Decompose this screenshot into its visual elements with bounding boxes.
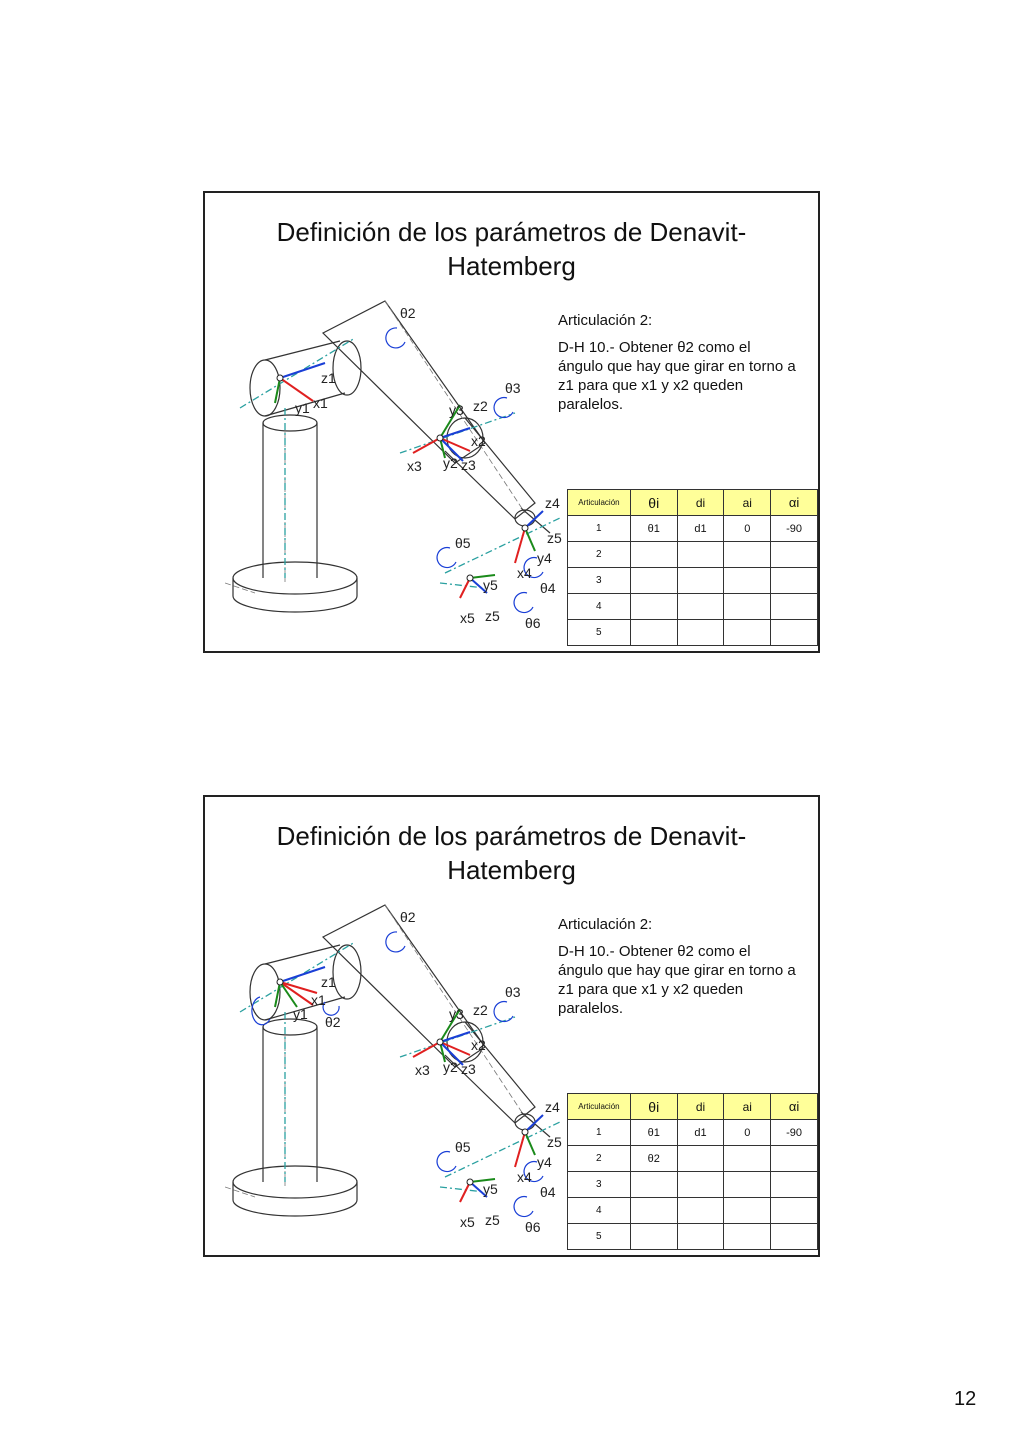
desc-body: D-H 10.- Obtener θ2 como el ángulo que hay que girar en torno a z1 para que x1 y x2 queden paralelos.: [558, 339, 796, 413]
table-row: [568, 516, 818, 542]
cell: [630, 1172, 677, 1198]
cell: 0: [724, 516, 771, 542]
label-x4: x4: [517, 565, 532, 581]
label-y5: y5: [483, 577, 498, 593]
cell: [771, 1172, 818, 1198]
cell: 1: [568, 516, 631, 542]
label-z3: z3: [461, 1061, 476, 1077]
label-theta6: θ6: [525, 615, 541, 631]
cell: [630, 568, 677, 594]
label-y5: y5: [483, 1181, 498, 1197]
cell: [724, 1224, 771, 1250]
label-theta5: θ5: [455, 1139, 471, 1155]
label-y1: y1: [293, 1006, 308, 1022]
cell: θ1: [630, 516, 677, 542]
cell: d1: [677, 516, 724, 542]
table-row: [568, 568, 818, 594]
cell: [677, 1224, 724, 1250]
cell: [724, 542, 771, 568]
cell: 2: [568, 1146, 631, 1172]
cell: θ1: [630, 1120, 677, 1146]
label-theta2-joint: θ2: [325, 1014, 341, 1030]
description: [558, 915, 798, 1018]
cell: [724, 594, 771, 620]
label-x5: x5: [460, 610, 475, 626]
cell: [677, 568, 724, 594]
cell: 0: [724, 1120, 771, 1146]
label-z5-a: z5: [547, 1134, 562, 1150]
cell: 3: [568, 1172, 631, 1198]
cell: [771, 594, 818, 620]
label-z4: z4: [545, 1099, 560, 1115]
title-line-2: Hatemberg: [447, 855, 576, 885]
label-y2: y2: [443, 455, 458, 471]
desc-heading: Articulación 2:: [558, 916, 653, 933]
dh-table: [567, 489, 818, 646]
label-x2: x2: [471, 433, 486, 449]
label-z1: z1: [321, 974, 336, 990]
label-x2: x2: [471, 1037, 486, 1053]
label-z5-b: z5: [485, 608, 500, 624]
table-row: [568, 1198, 818, 1224]
cell: [630, 1198, 677, 1224]
cell: 5: [568, 620, 631, 646]
label-x3: x3: [415, 1062, 430, 1078]
cell: [771, 1224, 818, 1250]
cell: [771, 542, 818, 568]
desc-body: D-H 10.- Obtener θ2 como el ángulo que hay que girar en torno a z1 para que x1 y x2 queden paralelos.: [558, 943, 796, 1017]
header-articulacion: Articulación: [568, 1094, 631, 1120]
robot-arm-diagram: [225, 897, 570, 1247]
label-theta5: θ5: [455, 535, 471, 551]
label-x3: x3: [407, 458, 422, 474]
cell: 3: [568, 568, 631, 594]
cell: [677, 542, 724, 568]
slide-1: [203, 191, 820, 653]
cell: -90: [771, 1120, 818, 1146]
slide-title: [205, 215, 818, 283]
header-d: di: [677, 1094, 724, 1120]
label-theta3: θ3: [505, 984, 521, 1000]
table-row: [568, 1172, 818, 1198]
label-theta2: θ2: [400, 305, 416, 321]
label-y3: y3: [449, 1006, 464, 1022]
cell: [677, 594, 724, 620]
cell: [677, 1146, 724, 1172]
table-row: [568, 1120, 818, 1146]
header-a: ai: [724, 1094, 771, 1120]
cell: 4: [568, 594, 631, 620]
description: [558, 311, 798, 414]
label-y4: y4: [537, 1154, 552, 1170]
cell: [771, 620, 818, 646]
cell: [677, 1172, 724, 1198]
dh-table-header: [568, 1094, 818, 1120]
label-theta2: θ2: [400, 909, 416, 925]
label-z1: z1: [321, 370, 336, 386]
header-theta: θi: [630, 490, 677, 516]
label-z4: z4: [545, 495, 560, 511]
cell: 5: [568, 1224, 631, 1250]
label-x4: x4: [517, 1169, 532, 1185]
label-z5-b: z5: [485, 1212, 500, 1228]
cell: [724, 1146, 771, 1172]
slide-title: [205, 819, 818, 887]
dh-table-header: [568, 490, 818, 516]
header-d: di: [677, 490, 724, 516]
label-x1: x1: [311, 992, 326, 1008]
label-z3: z3: [461, 457, 476, 473]
cell: [724, 620, 771, 646]
header-theta: θi: [630, 1094, 677, 1120]
header-articulacion: Articulación: [568, 490, 631, 516]
cell: d1: [677, 1120, 724, 1146]
cell: 1: [568, 1120, 631, 1146]
cell: [630, 594, 677, 620]
table-row: [568, 1146, 818, 1172]
label-z2: z2: [473, 398, 488, 414]
cell: [771, 1198, 818, 1224]
cell: [724, 1172, 771, 1198]
page-number: 12: [954, 1388, 977, 1410]
cell: [724, 568, 771, 594]
label-z5-a: z5: [547, 530, 562, 546]
table-row: [568, 594, 818, 620]
cell: [724, 1198, 771, 1224]
title-line-1: Definición de los parámetros de Denavit-: [276, 217, 747, 247]
dh-table: [567, 1093, 818, 1250]
label-theta3: θ3: [505, 380, 521, 396]
title-line-1: Definición de los parámetros de Denavit-: [276, 821, 747, 851]
cell: [677, 620, 724, 646]
label-z2: z2: [473, 1002, 488, 1018]
label-y4: y4: [537, 550, 552, 566]
cell: 4: [568, 1198, 631, 1224]
cell: [771, 568, 818, 594]
cell: 2: [568, 542, 631, 568]
cell: [677, 1198, 724, 1224]
label-theta4: θ4: [540, 580, 556, 596]
header-alpha: αi: [771, 490, 818, 516]
label-y2: y2: [443, 1059, 458, 1075]
slide-2: [203, 795, 820, 1257]
cell: θ2: [630, 1146, 677, 1172]
header-a: ai: [724, 490, 771, 516]
cell: [630, 620, 677, 646]
cell: [630, 1224, 677, 1250]
label-theta6: θ6: [525, 1219, 541, 1235]
desc-heading: Articulación 2:: [558, 312, 653, 329]
robot-arm-diagram: [225, 293, 570, 643]
table-row: [568, 1224, 818, 1250]
label-y3: y3: [449, 402, 464, 418]
label-y1: y1: [295, 400, 310, 416]
label-x5: x5: [460, 1214, 475, 1230]
table-row: [568, 620, 818, 646]
cell: -90: [771, 516, 818, 542]
cell: [771, 1146, 818, 1172]
label-theta4: θ4: [540, 1184, 556, 1200]
table-row: [568, 542, 818, 568]
header-alpha: αi: [771, 1094, 818, 1120]
label-x1: x1: [313, 395, 328, 411]
cell: [630, 542, 677, 568]
title-line-2: Hatemberg: [447, 251, 576, 281]
